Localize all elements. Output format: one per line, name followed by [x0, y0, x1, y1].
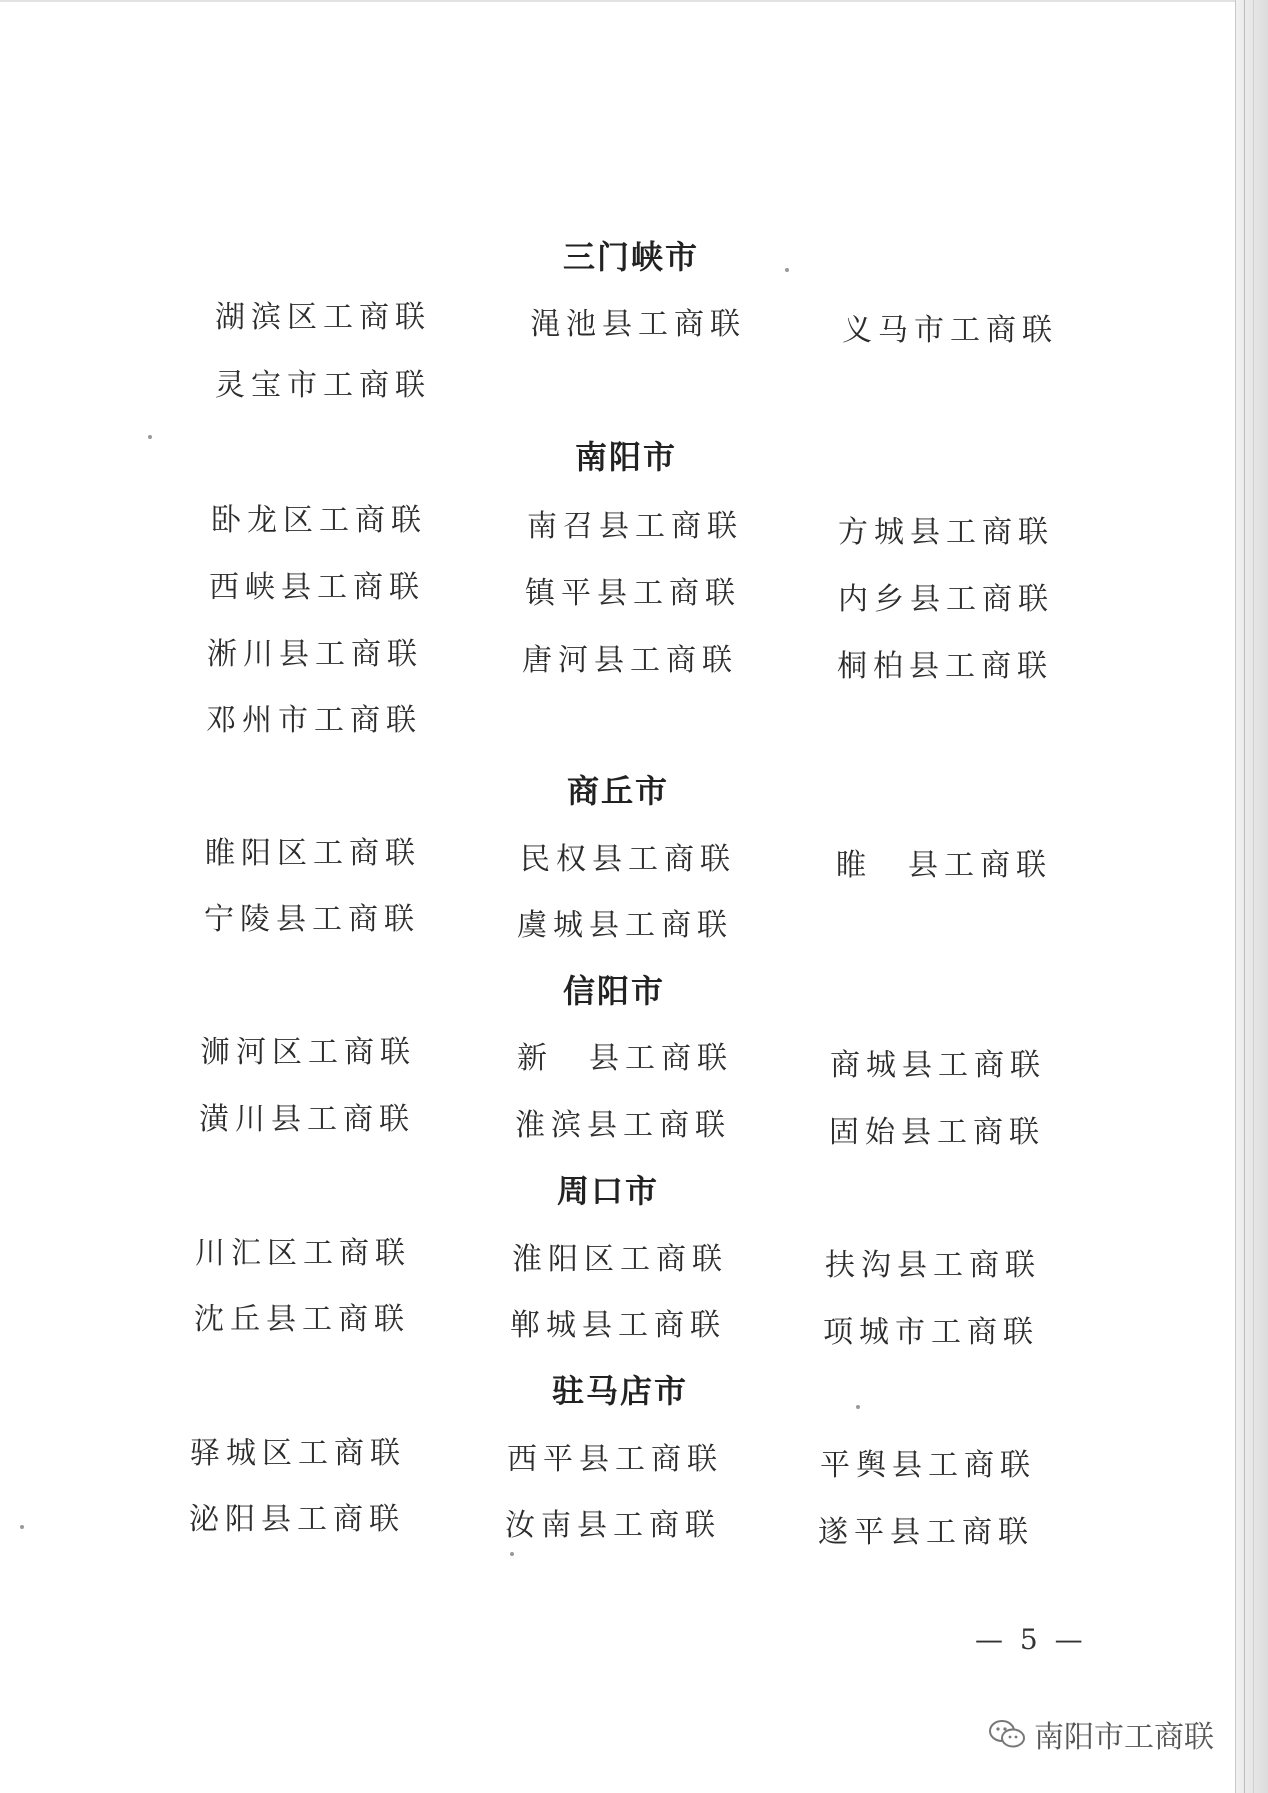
member-item: 扶沟县工商联 — [825, 1248, 1041, 1283]
member-item: 新 县工商联 — [517, 1041, 733, 1076]
member-item: 睢 县工商联 — [836, 848, 1052, 883]
member-item: 义马市工商联 — [842, 313, 1058, 348]
scan-speck — [785, 268, 789, 272]
member-item: 泌阳县工商联 — [189, 1502, 405, 1537]
member-item: 郸城县工商联 — [510, 1308, 726, 1343]
member-item: 镇平县工商联 — [525, 576, 741, 611]
member-item: 西平县工商联 — [507, 1442, 723, 1477]
member-item: 项城市工商联 — [823, 1315, 1039, 1350]
member-item: 卧龙区工商联 — [211, 503, 427, 538]
region-heading-zhumadian: 驻马店市 — [551, 1372, 688, 1410]
member-item: 淮阳区工商联 — [512, 1242, 728, 1277]
scan-speck — [20, 1525, 24, 1529]
member-item: 淮滨县工商联 — [515, 1108, 731, 1143]
member-item: 遂平县工商联 — [818, 1515, 1034, 1550]
member-item: 方城县工商联 — [838, 515, 1054, 550]
scan-speck — [148, 435, 152, 439]
member-item: 淅川县工商联 — [207, 637, 423, 672]
member-item: 内乡县工商联 — [838, 582, 1054, 617]
wechat-watermark — [988, 1712, 1214, 1756]
member-item: 南召县工商联 — [527, 509, 743, 544]
member-item: 商城县工商联 — [830, 1048, 1046, 1083]
member-item: 汝南县工商联 — [505, 1508, 721, 1543]
member-item: 驿城区工商联 — [190, 1436, 406, 1471]
member-item: 宁陵县工商联 — [204, 902, 420, 937]
member-item: 睢阳区工商联 — [205, 836, 421, 871]
page-number: — 5 — — [975, 1623, 1087, 1656]
member-item: 唐河县工商联 — [522, 643, 738, 678]
watermark-text: 南阳市工商联 — [1034, 1720, 1214, 1755]
member-item: 湖滨区工商联 — [215, 300, 431, 335]
member-item: 浉河区工商联 — [200, 1035, 416, 1070]
region-heading-shangqiu: 商丘市 — [566, 772, 669, 810]
member-item: 渑池县工商联 — [530, 307, 746, 342]
scan-speck — [856, 1405, 860, 1409]
member-item: 沈丘县工商联 — [194, 1302, 410, 1337]
member-item: 西峡县工商联 — [209, 570, 425, 605]
region-heading-nanyang: 南阳市 — [574, 438, 677, 476]
wechat-icon — [988, 1719, 1026, 1749]
member-item: 川汇区工商联 — [195, 1236, 411, 1271]
region-heading-sanmenxia: 三门峡市 — [562, 238, 699, 276]
member-item: 平舆县工商联 — [820, 1448, 1036, 1483]
region-heading-xinyang: 信阳市 — [562, 972, 665, 1010]
member-item: 固始县工商联 — [829, 1115, 1045, 1150]
member-item: 虞城县工商联 — [517, 908, 733, 943]
member-item: 潢川县工商联 — [199, 1102, 415, 1137]
member-item: 邓州市工商联 — [206, 703, 422, 738]
member-item: 灵宝市工商联 — [215, 368, 431, 403]
member-item: 桐柏县工商联 — [837, 649, 1053, 684]
member-item: 民权县工商联 — [520, 842, 736, 877]
region-heading-zhoukou: 周口市 — [556, 1172, 659, 1210]
scan-speck — [510, 1552, 514, 1556]
